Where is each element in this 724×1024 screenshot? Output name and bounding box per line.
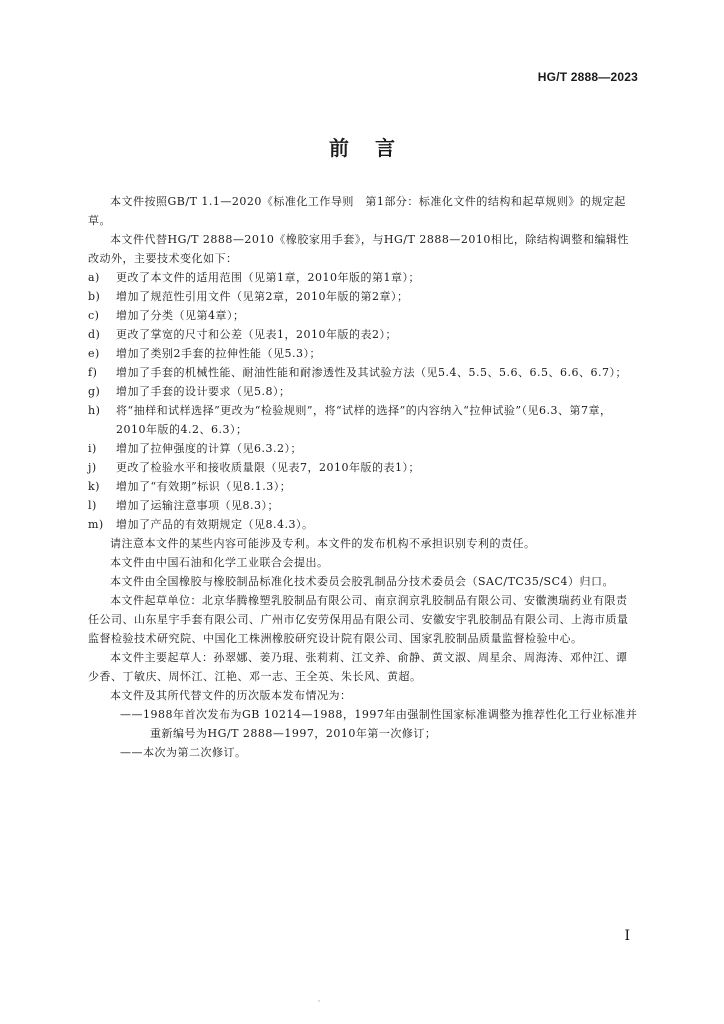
document-body — [88, 192, 638, 762]
list-item — [88, 363, 638, 382]
list-text: 增加了规范性引用文件（见第2章，2010年版的第2章）； — [116, 290, 409, 303]
paragraph: 本文件按照GB/T 1.1—2020《标准化工作导则 第1部分：标准化文件的结构和起草规则》的规定起草。 — [88, 195, 626, 227]
list-text: 将“抽样和试样选择”更改为“检验规则”，将“试样的选择”的内容纳入“拉伸试验”（见6.3、第7章，2010年版的4.2、6.3）； — [116, 404, 612, 436]
list-label: d) — [88, 328, 101, 341]
bottom-mark: ， — [318, 996, 325, 1003]
paragraph: 本文件由中国石油和化学工业联合会提出。 — [110, 556, 329, 569]
list-item — [88, 382, 638, 401]
list-label: a) — [88, 271, 100, 284]
list-item — [88, 477, 638, 496]
list-label: b) — [88, 290, 101, 303]
standard-code: HG/T 2888—2023 — [537, 70, 638, 84]
paragraph: 本文件主要起草人：孙翠娜、姜乃琨、张莉莉、江文养、俞静、黄文淑、周星余、周海涛、邓仲江、谭少香、丁敏庆、周怀江、江艳、邓一志、王全英、朱长风、黄超。 — [88, 651, 628, 683]
list-label: i) — [88, 442, 97, 455]
list-text: 增加了产品的有效期规定（见8.4.3）。 — [116, 518, 314, 531]
list-text: 增加了手套的设计要求（见5.8）； — [116, 385, 291, 398]
list-text: 更改了本文件的适用范围（见第1章，2010年版的第1章）； — [116, 271, 420, 284]
list-label: g) — [88, 385, 101, 398]
changes-list — [88, 268, 638, 534]
list-text: 更改了掌宽的尺寸和公差（见表1，2010年版的表2）； — [116, 328, 397, 341]
list-item — [88, 306, 638, 325]
list-item — [88, 287, 638, 306]
list-text: 增加了运输注意事项（见8.3）； — [116, 499, 279, 512]
list-label: f) — [88, 366, 98, 379]
page-title: 前言 — [329, 136, 421, 160]
list-text: 增加了拉伸强度的计算（见6.3.2）； — [116, 442, 302, 455]
list-item — [88, 439, 638, 458]
history-item: ——本次为第二次修订。 — [120, 746, 247, 759]
list-label: e) — [88, 347, 100, 360]
list-text: 增加了手套的机械性能、耐油性能和耐渗透性及其试验方法（见5.4、5.5、5.6、6.5、6.6、6.7）； — [116, 366, 627, 379]
list-label: c) — [88, 309, 100, 322]
paragraph: 请注意本文件的某些内容可能涉及专利。本文件的发布机构不承担识别专利的责任。 — [110, 537, 536, 550]
list-item — [88, 515, 638, 534]
list-item — [88, 458, 638, 477]
list-item — [88, 496, 638, 515]
page-number: I — [624, 928, 630, 944]
history-item: ——1988年首次发布为GB 10214—1988，1997年由强制性国家标准调整为推荐性化工行业标准并重新编号为HG/T 2888—1997，2010年第一次修订； — [120, 708, 638, 740]
paragraph: 本文件起草单位：北京华腾橡塑乳胶制品有限公司、南京润京乳胶制品有限公司、安徽澳瑞药业有限责任公司、山东星宇手套有限公司、广州市亿安劳保用品有限公司、安徽安宇乳胶制品有限公司、上海市质量监督检验技术研究院、中国化工株洲橡胶研究设计院有限公司、国家乳胶制品质量监督检验中心。 — [88, 594, 629, 645]
list-text: 增加了分类（见第4章）； — [116, 309, 245, 322]
list-label: l) — [88, 499, 97, 512]
list-label: h) — [88, 404, 101, 417]
list-item — [88, 344, 638, 363]
paragraph: 本文件及其所代替文件的历次版本发布情况为： — [110, 689, 352, 702]
list-text: 增加了“有效期”标识（见8.1.3）； — [116, 480, 292, 493]
list-label: m) — [88, 518, 104, 531]
list-item — [88, 401, 638, 439]
list-item — [88, 325, 638, 344]
list-label: k) — [88, 480, 100, 493]
list-label: j) — [88, 461, 97, 474]
list-item — [88, 268, 638, 287]
paragraph: 本文件由全国橡胶与橡胶制品标准化技术委员会胶乳制品分技术委员会（SAC/TC35/SC4）归口。 — [110, 575, 615, 588]
list-text: 增加了类别2手套的拉伸性能（见5.3）； — [116, 347, 321, 360]
list-text: 更改了检验水平和接收质量限（见表7，2010年版的表1）； — [116, 461, 420, 474]
paragraph: 本文件代替HG/T 2888—2010《橡胶家用手套》，与HG/T 2888—2010相比，除结构调整和编辑性改动外，主要技术变化如下： — [88, 233, 629, 265]
